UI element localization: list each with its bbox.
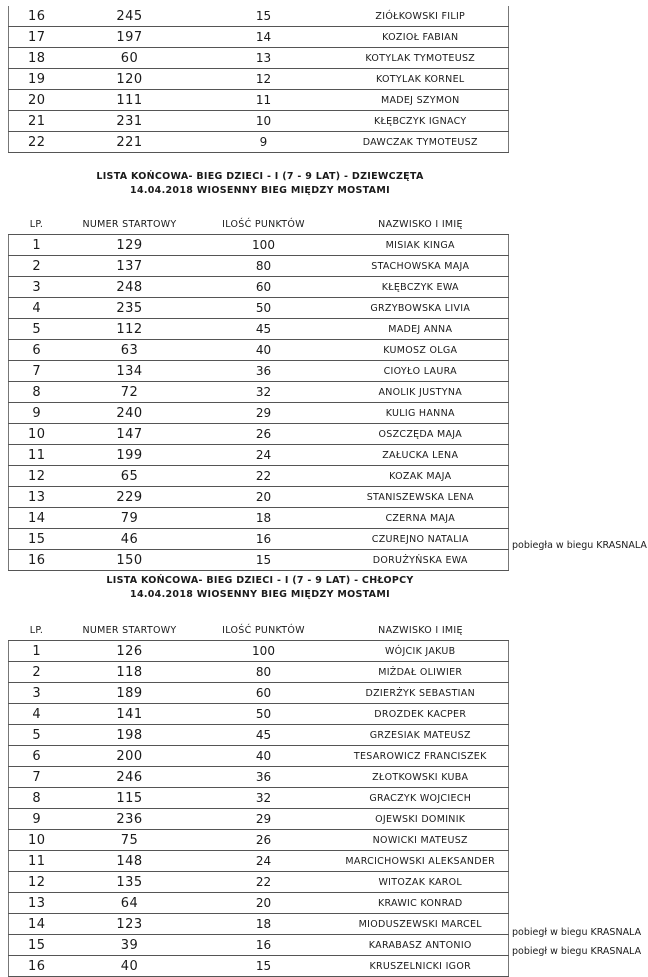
cell-lp: 4 <box>9 298 65 319</box>
cell-pts: 9 <box>195 132 333 153</box>
table-row <box>9 893 509 914</box>
cell-pts: 15 <box>195 6 333 27</box>
table-row <box>9 914 509 935</box>
table-row <box>9 111 509 132</box>
cell-pts: 16 <box>195 529 333 550</box>
cell-num: 198 <box>65 725 195 746</box>
cell-pts: 26 <box>195 424 333 445</box>
table-row <box>9 69 509 90</box>
girls-title-line2: 14.04.2018 WIOSENNY BIEG MIĘDZY MOSTAMI <box>130 185 390 196</box>
cell-pts: 24 <box>195 445 333 466</box>
table-header-row <box>9 620 509 641</box>
cell-lp: 16 <box>9 6 65 27</box>
cell-lp: 21 <box>9 111 65 132</box>
cell-lp: 16 <box>9 956 65 977</box>
boys-note-row-15: pobiegł w biegu KRASNALA <box>512 927 642 938</box>
cell-name: GRZYBOWSKA LIVIA <box>333 298 509 319</box>
table-row <box>9 403 509 424</box>
cell-lp: 14 <box>9 914 65 935</box>
column-header-lp: LP. <box>9 214 65 235</box>
table-row <box>9 529 509 550</box>
table-row <box>9 851 509 872</box>
cell-lp: 17 <box>9 27 65 48</box>
cell-name: OSZCZĘDA MAJA <box>333 424 509 445</box>
table-row <box>9 809 509 830</box>
table-row <box>9 90 509 111</box>
cell-pts: 11 <box>195 90 333 111</box>
cell-lp: 7 <box>9 767 65 788</box>
table-row <box>9 662 509 683</box>
cell-pts: 22 <box>195 466 333 487</box>
table-row <box>9 683 509 704</box>
table-row <box>9 725 509 746</box>
cell-pts: 60 <box>195 277 333 298</box>
boys-title-line1: LISTA KOŃCOWA- BIEG DZIECI - I (7 - 9 LAT) - CHŁOPCY <box>106 575 414 586</box>
cell-name: KOTYLAK TYMOTEUSZ <box>333 48 509 69</box>
cell-name: KARABASZ ANTONIO <box>333 935 509 956</box>
table-row <box>9 508 509 529</box>
cell-name: MIODUSZEWSKI MARCEL <box>333 914 509 935</box>
cell-num: 129 <box>65 235 195 256</box>
cell-name: OJEWSKI DOMINIK <box>333 809 509 830</box>
cell-name: CIOYŁO LAURA <box>333 361 509 382</box>
cell-pts: 18 <box>195 508 333 529</box>
table-row <box>9 487 509 508</box>
cell-num: 75 <box>65 830 195 851</box>
cell-pts: 32 <box>195 788 333 809</box>
cell-name: TESAROWICZ FRANCISZEK <box>333 746 509 767</box>
table-row <box>9 48 509 69</box>
cell-pts: 40 <box>195 746 333 767</box>
table-row <box>9 6 509 27</box>
cell-num: 120 <box>65 69 195 90</box>
cell-name: KOZAK MAJA <box>333 466 509 487</box>
cell-name: MADEJ SZYMON <box>333 90 509 111</box>
table-row <box>9 445 509 466</box>
table-row <box>9 277 509 298</box>
cell-pts: 32 <box>195 382 333 403</box>
cell-lp: 12 <box>9 872 65 893</box>
cell-lp: 2 <box>9 662 65 683</box>
table-row <box>9 298 509 319</box>
cell-lp: 15 <box>9 529 65 550</box>
cell-num: 63 <box>65 340 195 361</box>
girls-section-title <box>0 170 520 198</box>
cell-num: 134 <box>65 361 195 382</box>
cell-pts: 80 <box>195 662 333 683</box>
cell-name: STACHOWSKA MAJA <box>333 256 509 277</box>
cell-lp: 12 <box>9 466 65 487</box>
results-table-continued <box>8 6 509 153</box>
cell-pts: 40 <box>195 340 333 361</box>
cell-lp: 3 <box>9 683 65 704</box>
cell-name: ZŁOTKOWSKI KUBA <box>333 767 509 788</box>
cell-num: 115 <box>65 788 195 809</box>
cell-pts: 13 <box>195 48 333 69</box>
cell-num: 64 <box>65 893 195 914</box>
cell-name: ZAŁUCKA LENA <box>333 445 509 466</box>
cell-lp: 13 <box>9 487 65 508</box>
cell-lp: 6 <box>9 746 65 767</box>
cell-name: KUMOSZ OLGA <box>333 340 509 361</box>
cell-pts: 22 <box>195 872 333 893</box>
cell-name: DAWCZAK TYMOTEUSZ <box>333 132 509 153</box>
cell-num: 150 <box>65 550 195 571</box>
cell-num: 112 <box>65 319 195 340</box>
column-header-name: NAZWISKO I IMIĘ <box>333 214 509 235</box>
cell-num: 231 <box>65 111 195 132</box>
column-header-num: NUMER STARTOWY <box>65 214 195 235</box>
cell-name: ANOLIK JUSTYNA <box>333 382 509 403</box>
cell-num: 200 <box>65 746 195 767</box>
cell-lp: 16 <box>9 550 65 571</box>
table-row <box>9 132 509 153</box>
cell-num: 245 <box>65 6 195 27</box>
cell-name: GRACZYK WOJCIECH <box>333 788 509 809</box>
table-row <box>9 319 509 340</box>
cell-name: KULIG HANNA <box>333 403 509 424</box>
cell-num: 248 <box>65 277 195 298</box>
cell-pts: 10 <box>195 111 333 132</box>
cell-pts: 14 <box>195 27 333 48</box>
cell-name: STANISZEWSKA LENA <box>333 487 509 508</box>
cell-lp: 5 <box>9 725 65 746</box>
boys-title-line2: 14.04.2018 WIOSENNY BIEG MIĘDZY MOSTAMI <box>130 589 390 600</box>
table-row <box>9 872 509 893</box>
cell-pts: 60 <box>195 683 333 704</box>
cell-num: 189 <box>65 683 195 704</box>
cell-pts: 50 <box>195 298 333 319</box>
cell-num: 199 <box>65 445 195 466</box>
cell-num: 111 <box>65 90 195 111</box>
cell-pts: 45 <box>195 725 333 746</box>
boys-section-title <box>0 574 520 602</box>
cell-num: 197 <box>65 27 195 48</box>
cell-pts: 12 <box>195 69 333 90</box>
table-row <box>9 361 509 382</box>
cell-lp: 1 <box>9 235 65 256</box>
cell-lp: 6 <box>9 340 65 361</box>
cell-pts: 15 <box>195 550 333 571</box>
cell-lp: 2 <box>9 256 65 277</box>
cell-lp: 10 <box>9 424 65 445</box>
table-row <box>9 424 509 445</box>
cell-num: 60 <box>65 48 195 69</box>
cell-name: DROZDEK KACPER <box>333 704 509 725</box>
cell-pts: 100 <box>195 235 333 256</box>
cell-pts: 36 <box>195 767 333 788</box>
cell-lp: 7 <box>9 361 65 382</box>
cell-lp: 11 <box>9 445 65 466</box>
cell-name: WÓJCIK JAKUB <box>333 641 509 662</box>
cell-name: CZUREJNO NATALIA <box>333 529 509 550</box>
cell-lp: 1 <box>9 641 65 662</box>
cell-num: 65 <box>65 466 195 487</box>
cell-num: 118 <box>65 662 195 683</box>
girls-results-table <box>8 214 509 571</box>
cell-num: 147 <box>65 424 195 445</box>
cell-lp: 14 <box>9 508 65 529</box>
cell-num: 246 <box>65 767 195 788</box>
cell-name: KŁĘBCZYK IGNACY <box>333 111 509 132</box>
cell-name: KRUSZELNICKI IGOR <box>333 956 509 977</box>
cell-lp: 8 <box>9 788 65 809</box>
cell-num: 40 <box>65 956 195 977</box>
cell-lp: 10 <box>9 830 65 851</box>
cell-lp: 18 <box>9 48 65 69</box>
cell-lp: 4 <box>9 704 65 725</box>
column-header-name: NAZWISKO I IMIĘ <box>333 620 509 641</box>
cell-num: 141 <box>65 704 195 725</box>
cell-pts: 29 <box>195 809 333 830</box>
cell-lp: 3 <box>9 277 65 298</box>
cell-name: DZIERŻYK SEBASTIAN <box>333 683 509 704</box>
table-row <box>9 935 509 956</box>
cell-name: WITOZAK KAROL <box>333 872 509 893</box>
cell-name: DORUŻYŃSKA EWA <box>333 550 509 571</box>
cell-pts: 15 <box>195 956 333 977</box>
cell-num: 79 <box>65 508 195 529</box>
cell-pts: 80 <box>195 256 333 277</box>
cell-name: KOZIOŁ FABIAN <box>333 27 509 48</box>
cell-num: 137 <box>65 256 195 277</box>
cell-name: ZIÓŁKOWSKI FILIP <box>333 6 509 27</box>
cell-lp: 5 <box>9 319 65 340</box>
table-row <box>9 830 509 851</box>
table-row <box>9 641 509 662</box>
cell-num: 123 <box>65 914 195 935</box>
table-row <box>9 788 509 809</box>
cell-lp: 9 <box>9 403 65 424</box>
table-row <box>9 704 509 725</box>
column-header-pts: ILOŚĆ PUNKTÓW <box>195 620 333 641</box>
table-row <box>9 27 509 48</box>
cell-lp: 13 <box>9 893 65 914</box>
column-header-pts: ILOŚĆ PUNKTÓW <box>195 214 333 235</box>
cell-lp: 15 <box>9 935 65 956</box>
column-header-lp: LP. <box>9 620 65 641</box>
cell-num: 236 <box>65 809 195 830</box>
cell-lp: 19 <box>9 69 65 90</box>
cell-pts: 16 <box>195 935 333 956</box>
column-header-num: NUMER STARTOWY <box>65 620 195 641</box>
cell-num: 46 <box>65 529 195 550</box>
cell-name: CZERNA MAJA <box>333 508 509 529</box>
table-row <box>9 767 509 788</box>
cell-num: 126 <box>65 641 195 662</box>
cell-lp: 9 <box>9 809 65 830</box>
cell-pts: 20 <box>195 893 333 914</box>
girls-title-line1: LISTA KOŃCOWA- BIEG DZIECI - I (7 - 9 LAT) - DZIEWCZĘTA <box>96 171 424 182</box>
cell-pts: 26 <box>195 830 333 851</box>
cell-name: GRZESIAK MATEUSZ <box>333 725 509 746</box>
cell-name: MIŻDAŁ OLIWIER <box>333 662 509 683</box>
cell-lp: 20 <box>9 90 65 111</box>
cell-pts: 29 <box>195 403 333 424</box>
cell-num: 135 <box>65 872 195 893</box>
cell-lp: 11 <box>9 851 65 872</box>
cell-pts: 20 <box>195 487 333 508</box>
cell-name: KŁĘBCZYK EWA <box>333 277 509 298</box>
cell-num: 229 <box>65 487 195 508</box>
cell-num: 240 <box>65 403 195 424</box>
cell-name: KRAWIC KONRAD <box>333 893 509 914</box>
cell-num: 39 <box>65 935 195 956</box>
girls-note-row-16: pobiegła w biegu KRASNALA <box>512 540 647 551</box>
cell-num: 235 <box>65 298 195 319</box>
cell-lp: 8 <box>9 382 65 403</box>
table-row <box>9 466 509 487</box>
cell-name: KOTYLAK KORNEL <box>333 69 509 90</box>
cell-name: MISIAK KINGA <box>333 235 509 256</box>
cell-num: 221 <box>65 132 195 153</box>
cell-pts: 36 <box>195 361 333 382</box>
table-row <box>9 256 509 277</box>
cell-name: MARCICHOWSKI ALEKSANDER <box>333 851 509 872</box>
table-row <box>9 382 509 403</box>
table-row <box>9 235 509 256</box>
cell-pts: 18 <box>195 914 333 935</box>
table-row <box>9 956 509 977</box>
cell-name: NOWICKI MATEUSZ <box>333 830 509 851</box>
cell-pts: 50 <box>195 704 333 725</box>
cell-name: MADEJ ANNA <box>333 319 509 340</box>
table-row <box>9 340 509 361</box>
cell-num: 148 <box>65 851 195 872</box>
boys-results-table <box>8 620 509 977</box>
table-row <box>9 550 509 571</box>
boys-note-row-16: pobiegł w biegu KRASNALA <box>512 946 642 957</box>
cell-pts: 24 <box>195 851 333 872</box>
cell-pts: 45 <box>195 319 333 340</box>
cell-lp: 22 <box>9 132 65 153</box>
cell-pts: 100 <box>195 641 333 662</box>
cell-num: 72 <box>65 382 195 403</box>
table-header-row <box>9 214 509 235</box>
table-row <box>9 746 509 767</box>
